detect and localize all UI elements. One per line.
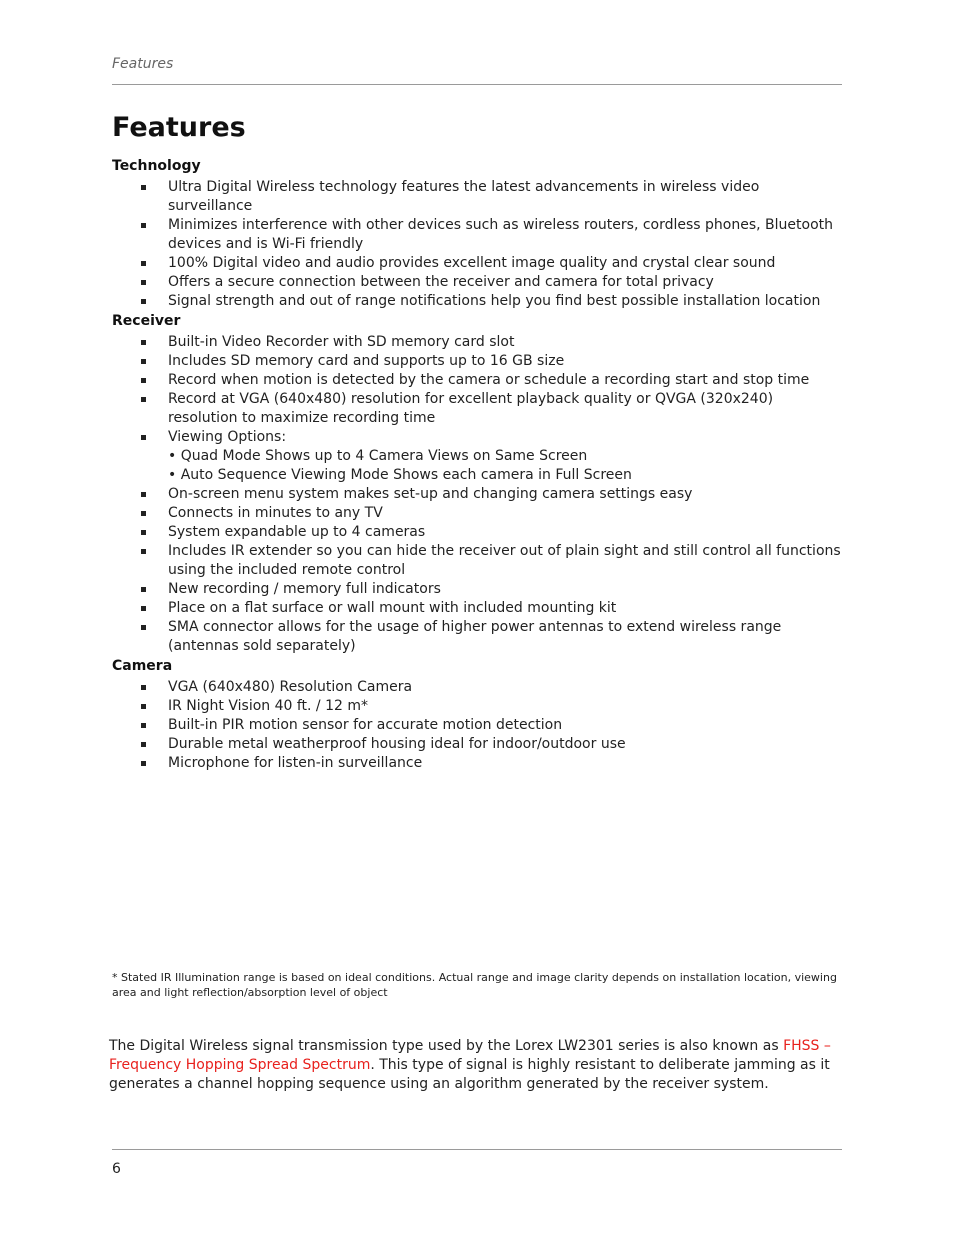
bullet-icon: [141, 340, 146, 345]
bullet-icon: [141, 185, 146, 190]
list-item: Built-in Video Recorder with SD memory card slot: [112, 333, 847, 352]
list-item: Includes SD memory card and supports up to 16 GB size: [112, 352, 847, 371]
camera-list: [112, 678, 847, 773]
bullet-icon: [141, 435, 146, 440]
page-number: 6: [112, 1161, 121, 1177]
fhss-paragraph: The Digital Wireless signal transmission type used by the Lorex LW2301 series is also known as FHSS – Frequency Hopping Spread Spectrum. This type of signal is highly resistant to deliberate jamming as it generates a channel hopping sequence using an algorithm generated by the receiver system.: [109, 1038, 831, 1092]
bullet-icon: [141, 606, 146, 611]
viewing-option-quad: • Quad Mode Shows up to 4 Camera Views on Same Screen: [168, 448, 588, 464]
bullet-icon: [141, 299, 146, 304]
receiver-list: [112, 333, 847, 656]
list-item: Durable metal weatherproof housing ideal for indoor/outdoor use: [112, 735, 847, 754]
bullet-icon: [141, 625, 146, 630]
fhss-highlight: FHSS – Frequency Hopping Spread Spectrum: [109, 1038, 831, 1073]
section-heading-camera: Camera: [112, 658, 173, 674]
list-item: Viewing Options: • Quad Mode Shows up to 4 Camera Views on Same Screen • Auto Sequence Viewing Mode Shows each camera in Full Screen: [112, 428, 847, 485]
bullet-icon: [141, 530, 146, 535]
viewing-option-sequence: • Auto Sequence Viewing Mode Shows each camera in Full Screen: [168, 467, 632, 483]
bullet-icon: [141, 511, 146, 516]
bullet-icon: [141, 359, 146, 364]
list-item: Offers a secure connection between the receiver and camera for total privacy: [112, 273, 847, 292]
list-item: IR Night Vision 40 ft. / 12 m*: [112, 697, 847, 716]
list-item: On-screen menu system makes set-up and changing camera settings easy: [112, 485, 847, 504]
list-item: Place on a flat surface or wall mount with included mounting kit: [112, 599, 847, 618]
bullet-icon: [141, 378, 146, 383]
section-heading-technology: Technology: [112, 158, 201, 174]
page-title: Features: [112, 112, 246, 143]
bullet-icon: [141, 261, 146, 266]
list-item: Record at VGA (640x480) resolution for excellent playback quality or QVGA (320x240) resolution to maximize recording time: [112, 390, 847, 428]
bullet-icon: [141, 587, 146, 592]
list-item: SMA connector allows for the usage of higher power antennas to extend wireless range (antennas sold separately): [112, 618, 847, 656]
list-item: System expandable up to 4 cameras: [112, 523, 847, 542]
bullet-icon: [141, 492, 146, 497]
footer-rule: [112, 1149, 842, 1150]
bullet-icon: [141, 685, 146, 690]
bullet-icon: [141, 704, 146, 709]
list-item: New recording / memory full indicators: [112, 580, 847, 599]
list-item: Signal strength and out of range notifications help you find best possible installation location: [112, 292, 847, 311]
list-item: Built-in PIR motion sensor for accurate motion detection: [112, 716, 847, 735]
list-item: Minimizes interference with other devices such as wireless routers, cordless phones, Bluetooth devices and is Wi-Fi friendly: [112, 216, 847, 254]
bullet-icon: [141, 761, 146, 766]
bullet-icon: [141, 280, 146, 285]
bullet-icon: [141, 742, 146, 747]
running-header: Features: [112, 56, 174, 72]
features-content: [112, 156, 847, 773]
bullet-icon: [141, 549, 146, 554]
technology-list: [112, 178, 847, 311]
bullet-icon: [141, 223, 146, 228]
list-item: Ultra Digital Wireless technology features the latest advancements in wireless video surveillance: [112, 178, 847, 216]
bullet-icon: [141, 723, 146, 728]
header-rule: [112, 84, 842, 85]
section-heading-receiver: Receiver: [112, 313, 181, 329]
bullet-icon: [141, 397, 146, 402]
footnote: * Stated IR Illumination range is based on ideal conditions. Actual range and image clarity depends on installation location, viewing area and light reflection/absorption level of object: [112, 971, 837, 999]
list-item: Includes IR extender so you can hide the receiver out of plain sight and still control all functions using the included remote control: [112, 542, 847, 580]
list-item: 100% Digital video and audio provides excellent image quality and crystal clear sound: [112, 254, 847, 273]
list-item: Record when motion is detected by the camera or schedule a recording start and stop time: [112, 371, 847, 390]
list-item: VGA (640x480) Resolution Camera: [112, 678, 847, 697]
list-item: Microphone for listen-in surveillance: [112, 754, 847, 773]
list-item: Connects in minutes to any TV: [112, 504, 847, 523]
